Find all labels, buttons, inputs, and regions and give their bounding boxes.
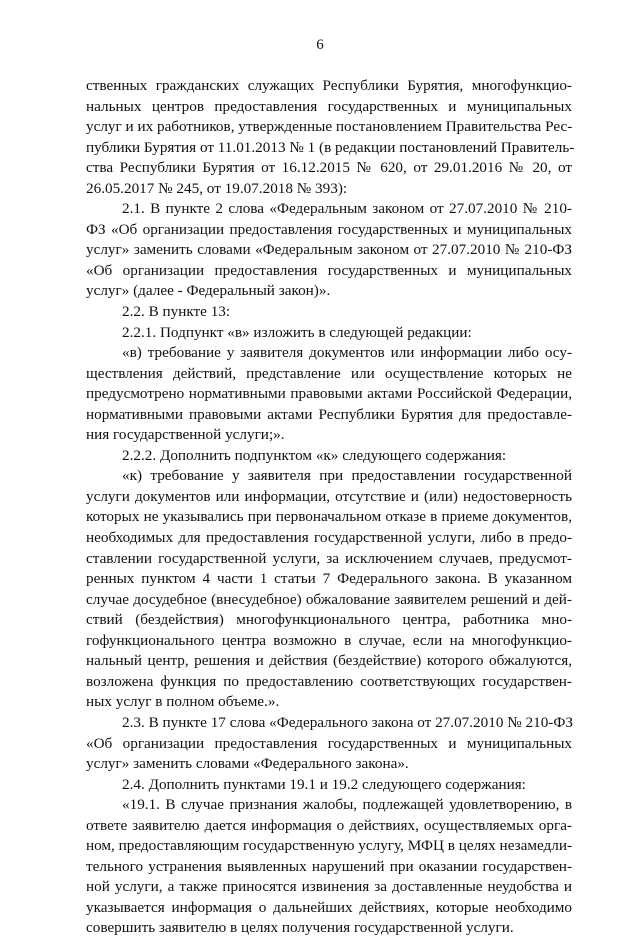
text-line: 2.3. В пункте 17 слова «Федерального закона от 27.07.2010 № 210-ФЗ <box>122 713 573 731</box>
text-line: совершить заявителю в целях получения государственной услуги. <box>86 919 514 937</box>
text-line: ных услуг в полном объеме.». <box>86 693 280 711</box>
text-line: которых не указывались при первоначальном отказе в приеме документов, <box>86 508 572 526</box>
document-body <box>86 76 575 939</box>
text-line: публики Бурятия от 11.01.2013 № 1 (в редакции постановлений Правитель- <box>86 138 575 156</box>
text-line: ния государственной услуги;». <box>86 426 285 444</box>
text-line: необходимых для предоставления государственной услуги, либо в предо- <box>86 529 572 547</box>
text-line: «в) требование у заявителя документов или информации либо осу- <box>122 344 572 362</box>
text-line: ства Республики Бурятия от 16.12.2015 № 620, от 29.01.2016 № 20, от <box>86 159 572 177</box>
text-line: гофункционального центра возможно в случае, если на многофункцио- <box>86 631 572 649</box>
text-line: 2.2. В пункте 13: <box>122 303 231 321</box>
page-number: 6 <box>316 37 324 53</box>
text-line: возложена функция по предоставлению соответствующих государствен- <box>86 672 572 690</box>
text-line: указывается информация о дальнейших действиях, которые необходимо <box>86 898 572 916</box>
text-line: 2.2.2. Дополнить подпунктом «к» следующего содержания: <box>122 446 507 464</box>
text-line: 26.05.2017 № 245, от 19.07.2018 № 393): <box>86 179 348 197</box>
text-line: услуг» заменить словами «Федерального закона». <box>86 755 409 773</box>
text-line: случае досудебное (внесудебное) обжалование заявителем решений и дей- <box>86 590 572 608</box>
text-line: 2.1. В пункте 2 слова «Федеральным законом от 27.07.2010 № 210- <box>122 200 572 218</box>
text-line: «Об организации предоставления государственных и муниципальных <box>86 734 572 752</box>
text-line: нальный центр, решения и действия (бездействие) которого обжалуются, <box>86 652 572 670</box>
text-line: «к) требование у заявителя при предоставлении государственной <box>122 467 572 485</box>
text-line: 2.4. Дополнить пунктами 19.1 и 19.2 следующего содержания: <box>122 775 526 793</box>
text-line: ной услуги, а также приносятся извинения за доставленные неудобства и <box>86 878 572 896</box>
text-line: ственных гражданских служащих Республики Бурятия, многофункцио- <box>86 77 572 94</box>
text-line: услуги документов или информации, отсутствие и (или) недостоверность <box>86 487 572 505</box>
text-line: 2.2.1. Подпункт «в» изложить в следующей редакции: <box>122 323 472 341</box>
text-line: ствий (бездействия) многофункционального центра, работника мно- <box>86 611 572 629</box>
text-line: услуг» заменить словами «Федеральным законом от 27.07.2010 № 210-ФЗ <box>86 241 572 259</box>
text-line: ставлении государственной услуги, за исключением случаев, предусмот- <box>86 549 572 567</box>
text-line: ФЗ «Об организации предоставления государственных и муниципальных <box>86 220 572 238</box>
text-line: «19.1. В случае признания жалобы, подлежащей удовлетворению, в <box>122 796 572 814</box>
text-line: нальных центров предоставления государственных и муниципальных <box>86 97 572 115</box>
text-line: предусмотрено нормативными правовыми актами Российской Федерации, <box>86 385 572 403</box>
text-line: услуг и их работников, утвержденные постановлением Правительства Рес- <box>86 118 573 136</box>
text-line: ответе заявителю дается информация о действиях, осуществляемых орга- <box>86 816 572 834</box>
text-line: услуг» (далее - Федеральный закон)». <box>86 282 331 300</box>
text-line: ществления действий, представление или осуществление которых не <box>86 364 572 382</box>
text-line: нормативными правовыми актами Республики Бурятия для предоставле- <box>86 405 572 423</box>
text-line: «Об организации предоставления государственных и муниципальных <box>86 261 572 279</box>
text-line: ном, предоставляющим государственную услугу, МФЦ в целях незамедли- <box>86 837 572 855</box>
text-line: тельного устранения выявленных нарушений при оказании государствен- <box>86 857 572 875</box>
text-line: ренных пунктом 4 части 1 статьи 7 Федерального закона. В указанном <box>86 570 572 588</box>
